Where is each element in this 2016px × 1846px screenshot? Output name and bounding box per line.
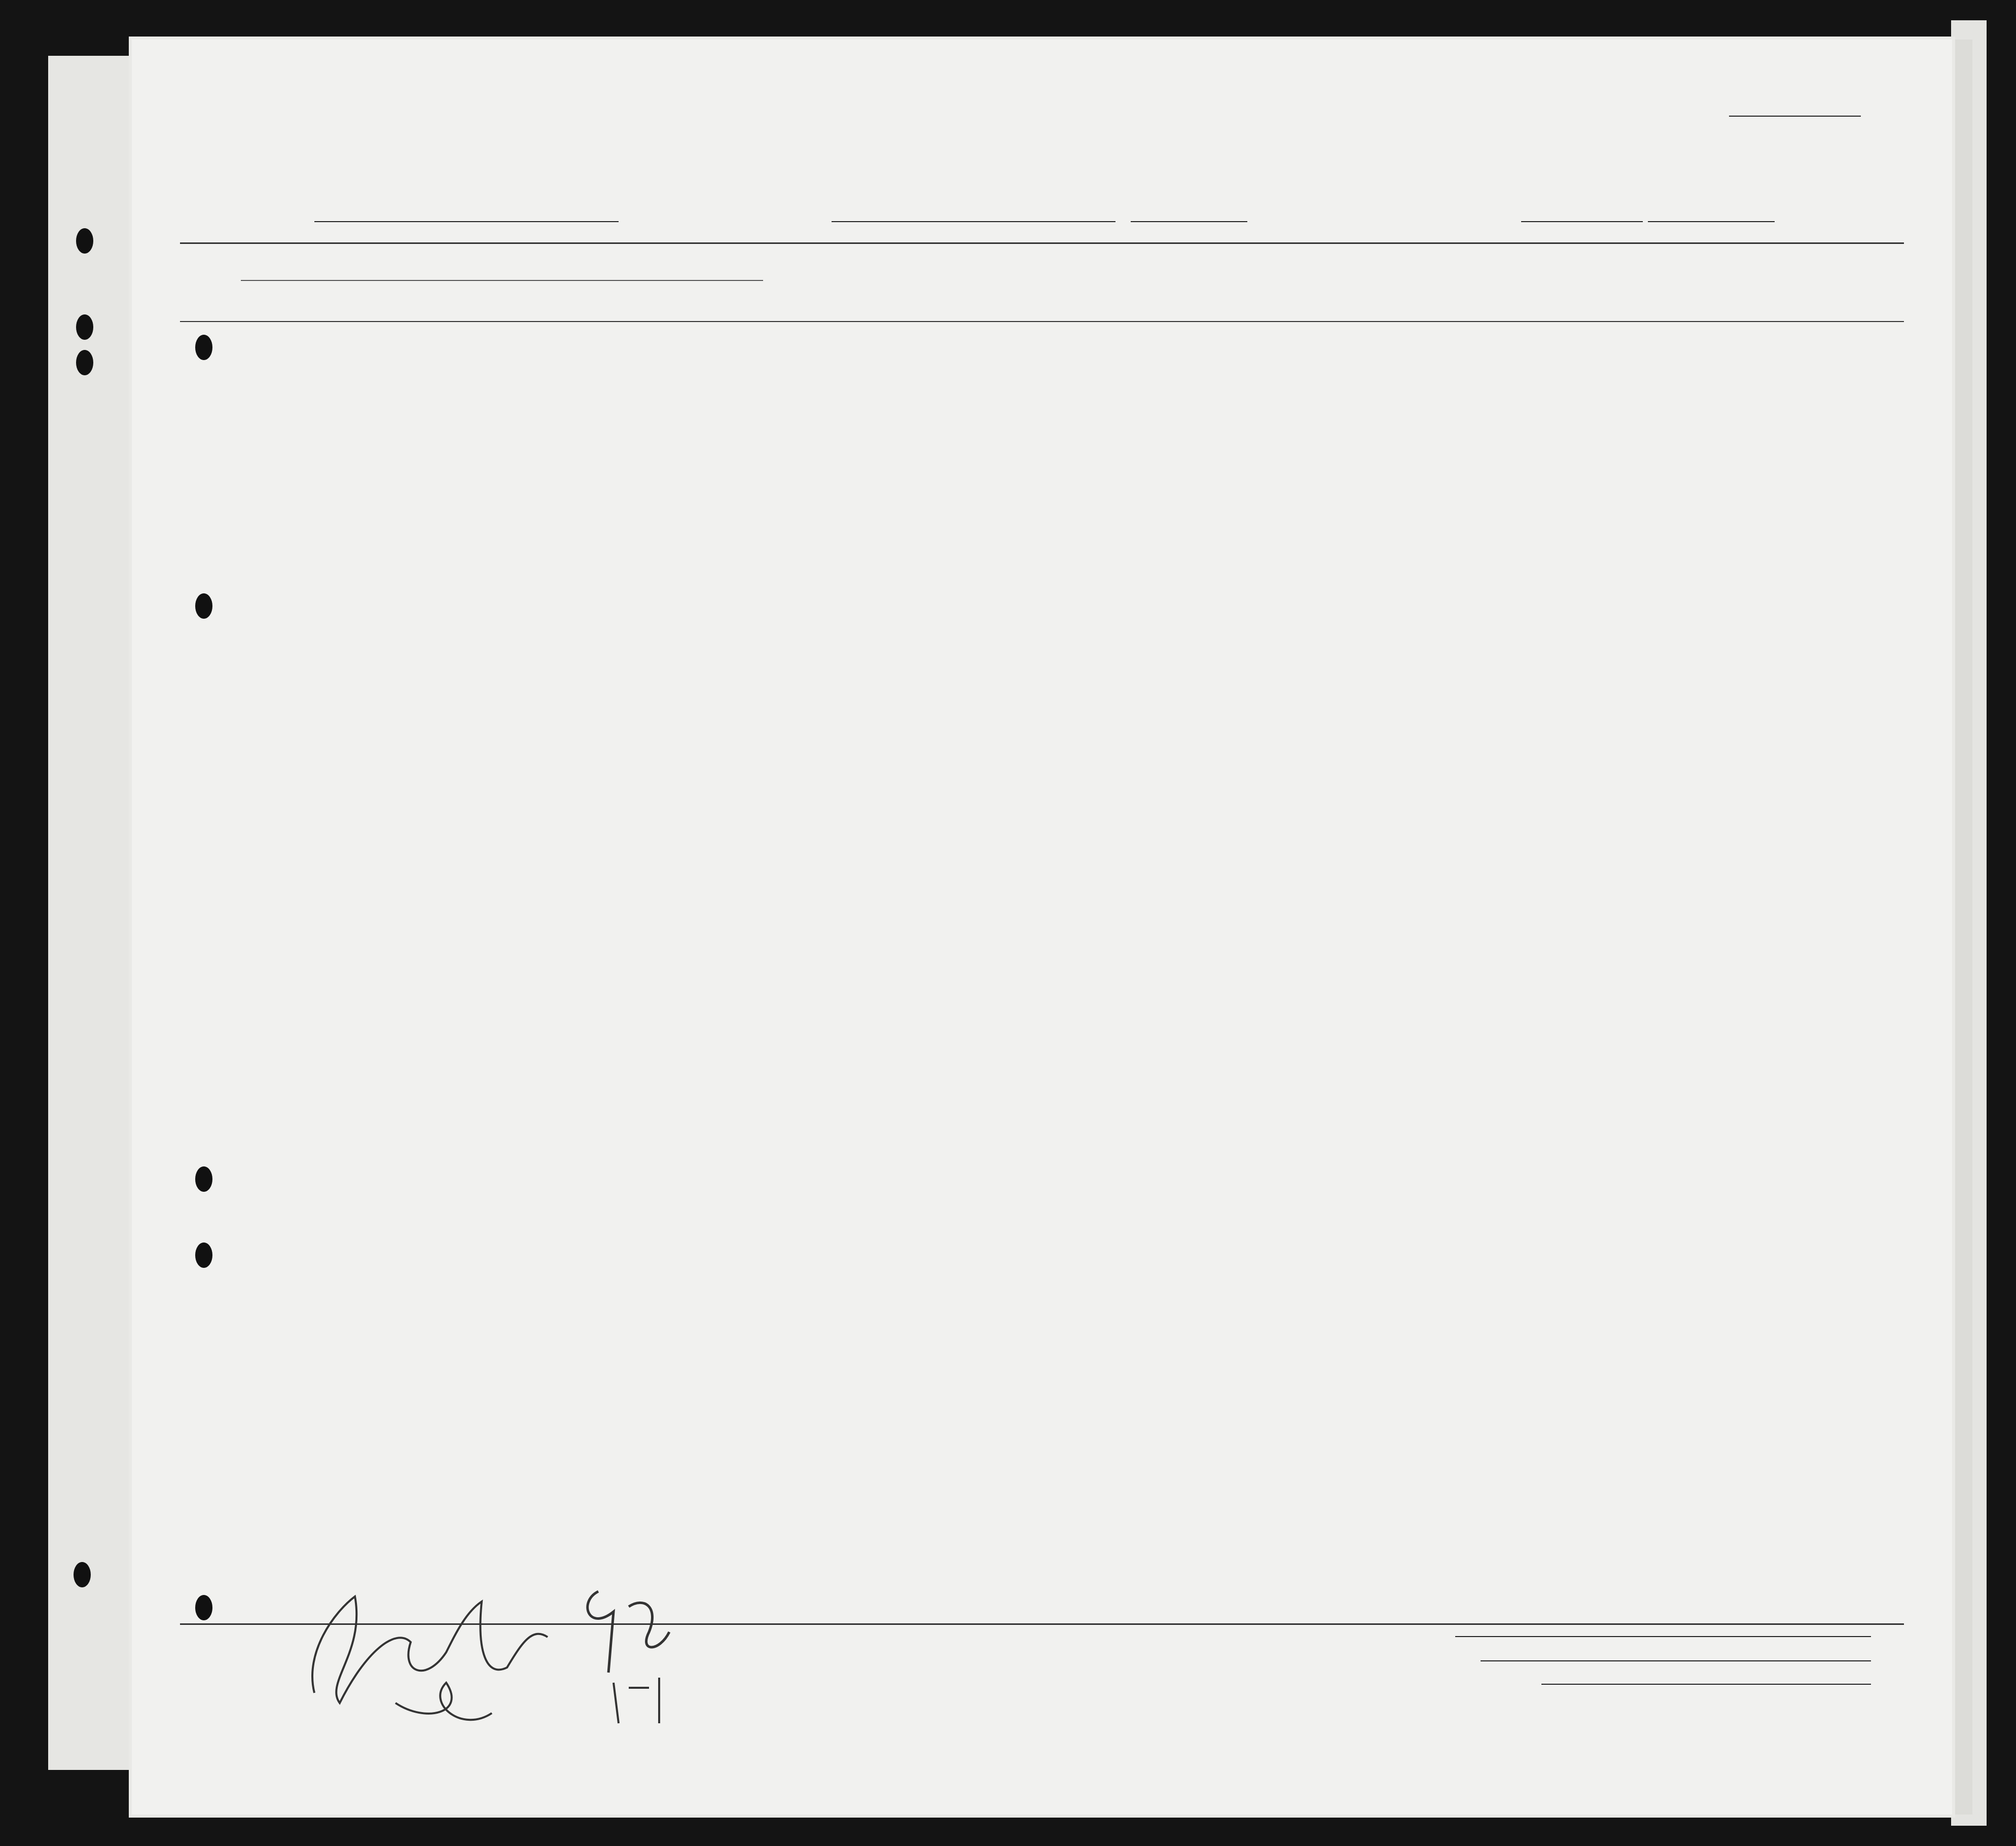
punch-hole [195, 593, 212, 619]
ship-underline [314, 221, 619, 222]
punch-hole [195, 1242, 212, 1268]
punch-hole [195, 335, 212, 360]
agents-underline [1541, 1684, 1871, 1685]
punch-hole [76, 228, 93, 254]
inspector-signature [294, 1551, 700, 1744]
passenger-table [180, 242, 1904, 1625]
underlying-page-right [1951, 20, 1987, 1826]
punch-hole [195, 1166, 212, 1192]
sailing-date-underline [1131, 221, 1247, 222]
line-underline [1455, 1636, 1871, 1637]
manifest-sheet [132, 40, 1952, 1815]
arrival-date-underline [1648, 221, 1775, 222]
punch-hole [195, 1595, 212, 1620]
punch-hole [76, 350, 93, 375]
punch-hole [76, 314, 93, 340]
header-bottom-rule [180, 321, 1904, 322]
owners-underline [1481, 1660, 1871, 1661]
arrival-port-underline [1521, 221, 1643, 222]
departure-underline [832, 221, 1115, 222]
punch-hole [74, 1562, 91, 1587]
name-header-rule [241, 280, 763, 281]
number-underline [1729, 116, 1861, 117]
